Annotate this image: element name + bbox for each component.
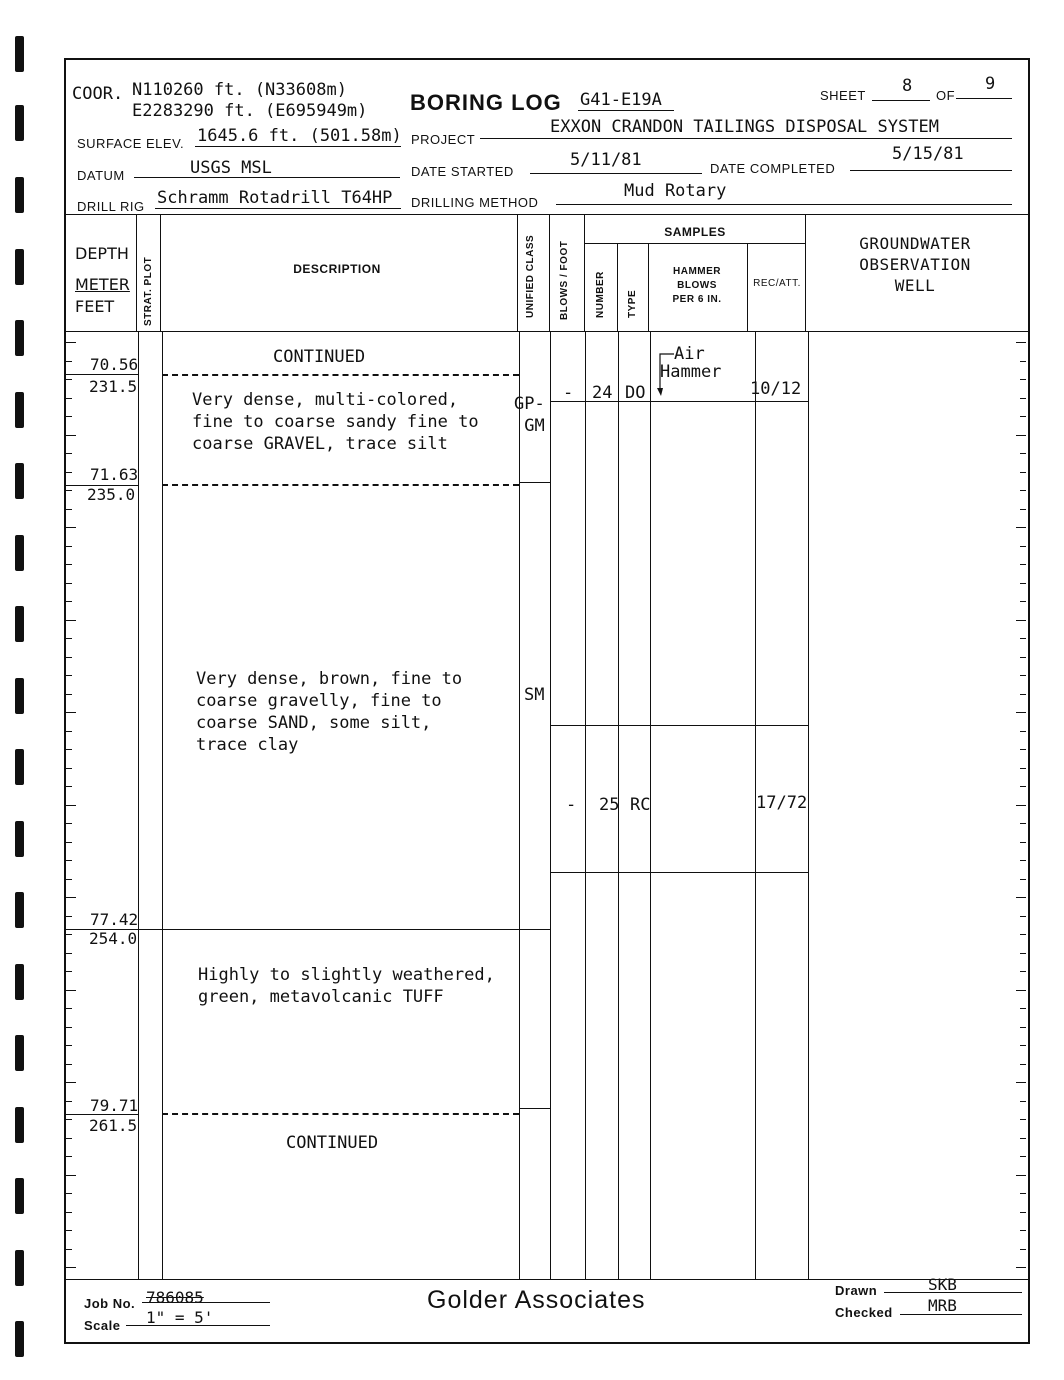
- depth-tick: [66, 379, 72, 380]
- binder-hole: [15, 964, 24, 1000]
- depth-tick: [66, 842, 72, 843]
- hammer-note: Air: [674, 344, 705, 364]
- drawn-by: SKB: [928, 1275, 957, 1294]
- depth-tick: [66, 657, 72, 658]
- depth-tick: [66, 490, 72, 491]
- depth-tick: [66, 1156, 72, 1157]
- depth-tick: [66, 472, 72, 473]
- vrule: [550, 332, 551, 1280]
- drill-rig-label: DRILL RIG: [77, 199, 145, 214]
- col-type: TYPE: [627, 289, 638, 318]
- job-no-label: Job No.: [84, 1296, 136, 1311]
- well-tick: [1020, 953, 1026, 954]
- job-no-underline: [142, 1302, 270, 1303]
- datum-label: DATUM: [77, 168, 125, 183]
- depth-tick: [66, 1212, 72, 1213]
- well-tick: [1020, 1027, 1026, 1028]
- sample-type: DO: [625, 383, 646, 403]
- depth-tick: [66, 953, 72, 954]
- project-name: EXXON CRANDON TAILINGS DISPOSAL SYSTEM: [550, 117, 939, 137]
- depth-tick: [66, 731, 72, 732]
- drilling-method: Mud Rotary: [624, 181, 727, 201]
- col-groundwater-2: OBSERVATION: [859, 255, 971, 274]
- header-bottom-rule: [64, 331, 1028, 332]
- vrule: [549, 214, 550, 332]
- project-underline: [480, 138, 1012, 139]
- well-tick: [1020, 1230, 1026, 1231]
- col-rec-att: REC/ATT.: [753, 278, 801, 289]
- col-hammer-blows-1: HAMMER: [673, 266, 721, 277]
- surface-elev: 1645.6 ft. (501.58m): [197, 126, 402, 146]
- binder-hole: [15, 821, 24, 857]
- depth-feet: 254.0: [89, 929, 138, 948]
- col-number: NUMBER: [595, 271, 606, 318]
- well-tick: [1020, 934, 1026, 935]
- col-unified-class: UNIFIED CLASS: [525, 234, 536, 318]
- sample-rule: [550, 872, 808, 873]
- sample-rec-att: 17/72: [756, 793, 808, 813]
- col-samples: SAMPLES: [664, 225, 726, 239]
- depth-tick: [66, 398, 72, 399]
- col-groundwater-3: WELL: [894, 276, 936, 295]
- binder-hole: [15, 892, 24, 928]
- vrule: [747, 243, 748, 332]
- depth-tick: [66, 675, 72, 676]
- depth-tick: [66, 1175, 76, 1176]
- well-tick: [1020, 1119, 1026, 1120]
- stratum-boundary: [162, 1113, 519, 1115]
- binder-hole: [15, 320, 24, 356]
- hammer-note: Hammer: [660, 362, 722, 382]
- col-strat-plot: STRAT. PLOT: [143, 256, 154, 326]
- well-tick: [1020, 694, 1026, 695]
- scale-underline: [126, 1325, 270, 1326]
- depth-tick: [66, 786, 72, 787]
- vrule: [585, 332, 586, 1280]
- binder-hole: [15, 105, 24, 141]
- drawn-underline: [884, 1292, 1022, 1293]
- depth-tick: [66, 712, 76, 713]
- surface-elev-label: SURFACE ELEV.: [77, 136, 185, 151]
- well-tick: [1020, 860, 1026, 861]
- depth-rule: [66, 374, 138, 375]
- depth-tick: [66, 1267, 76, 1268]
- header-top-rule: [64, 214, 1028, 215]
- depth-tick: [66, 1008, 72, 1009]
- well-tick: [1016, 712, 1026, 713]
- well-tick: [1016, 527, 1026, 528]
- coor-northing: N110260 ft. (N33608m): [132, 80, 347, 100]
- date-started-underline: [530, 173, 702, 174]
- sample-number: 24: [592, 383, 613, 403]
- well-tick: [1020, 823, 1026, 824]
- depth-tick: [66, 527, 76, 528]
- sample-type: RC: [630, 795, 651, 815]
- well-tick: [1020, 749, 1026, 750]
- well-tick: [1020, 657, 1026, 658]
- depth-feet: 235.0: [87, 485, 136, 504]
- well-tick: [1016, 342, 1026, 343]
- depth-tick: [66, 583, 72, 584]
- vrule: [517, 214, 518, 332]
- scale-label: Scale: [84, 1318, 121, 1333]
- depth-tick: [66, 694, 72, 695]
- unified-class: SM: [524, 685, 545, 705]
- binder-hole: [15, 249, 24, 285]
- binder-hole: [15, 749, 24, 785]
- depth-tick: [66, 435, 76, 436]
- depth-tick: [66, 1082, 76, 1083]
- well-tick: [1020, 490, 1026, 491]
- col-depth: DEPTH: [75, 244, 129, 263]
- drawn-label: Drawn: [835, 1283, 878, 1298]
- binder-hole: [15, 1107, 24, 1143]
- datum-underline: [134, 177, 400, 178]
- well-tick: [1020, 971, 1026, 972]
- class-rule: [519, 1108, 550, 1109]
- depth-tick: [66, 1101, 72, 1102]
- vrule: [519, 332, 520, 1280]
- well-tick: [1020, 453, 1026, 454]
- depth-tick: [66, 823, 72, 824]
- sheet-label: SHEET: [820, 88, 866, 103]
- vrule: [805, 214, 806, 332]
- depth-tick: [66, 361, 72, 362]
- binder-hole: [15, 463, 24, 499]
- depth-tick: [66, 564, 72, 565]
- binder-hole: [15, 535, 24, 571]
- binder-hole: [15, 36, 24, 72]
- well-tick: [1016, 990, 1026, 991]
- stratum-description: CONTINUED: [273, 347, 366, 367]
- depth-tick: [66, 1027, 72, 1028]
- depth-rule: [66, 1114, 138, 1115]
- of-label: OF: [936, 88, 956, 103]
- vrule: [162, 332, 163, 1280]
- stratum-boundary: [162, 484, 519, 486]
- depth-tick: [66, 934, 72, 935]
- depth-tick: [66, 1045, 72, 1046]
- drilling-method-underline: [556, 204, 1012, 205]
- well-tick: [1016, 1082, 1026, 1083]
- well-tick: [1020, 768, 1026, 769]
- well-tick: [1020, 1249, 1026, 1250]
- depth-meter: 79.71: [90, 1096, 139, 1115]
- well-tick: [1020, 564, 1026, 565]
- drill-rig-underline: [155, 208, 401, 209]
- form-title: BORING LOG: [410, 90, 562, 115]
- checked-underline: [900, 1314, 1022, 1315]
- depth-tick: [66, 620, 76, 621]
- depth-tick: [66, 1193, 72, 1194]
- project-label: PROJECT: [411, 132, 476, 147]
- date-completed-label: DATE COMPLETED: [710, 161, 836, 176]
- well-tick: [1020, 379, 1026, 380]
- hammer-note-arrow: [654, 348, 684, 404]
- depth-tick: [66, 749, 72, 750]
- depth-feet: 231.5: [89, 377, 138, 396]
- depth-tick: [66, 990, 76, 991]
- depth-tick: [66, 897, 76, 898]
- drilling-method-label: DRILLING METHOD: [411, 195, 539, 210]
- date-started: 5/11/81: [570, 150, 642, 170]
- sample-rule: [550, 725, 808, 726]
- well-tick: [1020, 601, 1026, 602]
- depth-tick: [66, 416, 72, 417]
- well-tick: [1016, 620, 1026, 621]
- well-tick: [1020, 879, 1026, 880]
- well-tick: [1020, 472, 1026, 473]
- well-tick: [1020, 416, 1026, 417]
- stratum-boundary: [162, 374, 519, 376]
- binder-hole: [15, 1321, 24, 1357]
- well-tick: [1020, 1008, 1026, 1009]
- col-meter: METER: [75, 275, 130, 294]
- stratum-boundary-solid: [66, 929, 550, 930]
- depth-tick: [66, 453, 72, 454]
- date-completed-underline: [850, 170, 1012, 171]
- unified-class: GP- GM: [514, 394, 545, 436]
- checked-label: Checked: [835, 1305, 893, 1320]
- col-description: DESCRIPTION: [293, 262, 381, 276]
- well-tick: [1020, 546, 1026, 547]
- stratum-description: Very dense, brown, fine to coarse gravelly, fine to coarse SAND, some silt, trace clay: [196, 669, 463, 755]
- col-blows-foot: BLOWS / FOOT: [559, 240, 570, 320]
- sample-blows: -: [566, 795, 577, 815]
- vrule: [808, 332, 809, 1280]
- depth-tick: [66, 916, 72, 917]
- coor-label: COOR.: [72, 84, 124, 104]
- sample-rec-att: 10/12: [750, 379, 802, 399]
- well-tick: [1020, 361, 1026, 362]
- vrule: [584, 214, 585, 332]
- boring-id-underline: [578, 110, 674, 111]
- depth-tick: [66, 509, 72, 510]
- sheet-total-underline: [956, 98, 1012, 99]
- well-tick: [1020, 583, 1026, 584]
- company-name: Golder Associates: [427, 1286, 646, 1314]
- coor-easting: E2283290 ft. (E695949m): [132, 101, 368, 121]
- depth-tick: [66, 638, 72, 639]
- scale: 1" = 5': [146, 1308, 214, 1327]
- well-tick: [1020, 1212, 1026, 1213]
- well-tick: [1020, 398, 1026, 399]
- well-tick: [1020, 675, 1026, 676]
- date-completed: 5/15/81: [892, 144, 964, 164]
- col-hammer-blows-3: PER 6 IN.: [672, 294, 722, 305]
- well-tick: [1020, 786, 1026, 787]
- binder-hole: [15, 1035, 24, 1071]
- stratum-description: Very dense, multi-colored, fine to coarse sandy fine to coarse GRAVEL, trace silt: [192, 390, 479, 454]
- well-tick: [1016, 805, 1026, 806]
- depth-tick: [66, 879, 72, 880]
- surface-elev-underline: [195, 146, 401, 147]
- well-tick: [1020, 916, 1026, 917]
- sheet-total: 9: [985, 74, 996, 94]
- binder-hole: [15, 606, 24, 642]
- depth-tick: [66, 860, 72, 861]
- depth-tick: [66, 1249, 72, 1250]
- well-tick: [1020, 1138, 1026, 1139]
- datum: USGS MSL: [190, 158, 272, 178]
- depth-tick: [66, 805, 76, 806]
- job-no: 786085: [146, 1288, 204, 1307]
- depth-rule: [66, 485, 138, 486]
- well-tick: [1020, 1064, 1026, 1065]
- well-tick: [1020, 509, 1026, 510]
- col-feet: FEET: [75, 297, 115, 316]
- vrule: [136, 214, 137, 332]
- well-tick: [1020, 1193, 1026, 1194]
- well-tick: [1020, 1156, 1026, 1157]
- vrule: [160, 214, 161, 332]
- vrule: [648, 243, 649, 332]
- depth-tick: [66, 342, 76, 343]
- col-groundwater-1: GROUNDWATER: [859, 234, 971, 253]
- stratum-description: Highly to slightly weathered, green, metavolcanic TUFF: [198, 965, 495, 1007]
- depth-meter: 71.63: [90, 465, 139, 484]
- footer-top-rule: [64, 1279, 1028, 1280]
- depth-tick: [66, 1138, 72, 1139]
- depth-tick: [66, 546, 72, 547]
- well-tick: [1020, 1045, 1026, 1046]
- well-tick: [1020, 842, 1026, 843]
- binder-hole: [15, 392, 24, 428]
- binder-hole: [15, 678, 24, 714]
- class-rule: [519, 482, 550, 483]
- well-tick: [1020, 638, 1026, 639]
- depth-feet: 261.5: [89, 1116, 138, 1135]
- well-tick: [1016, 435, 1026, 436]
- vrule: [617, 243, 618, 332]
- checked-by: MRB: [928, 1296, 957, 1315]
- depth-meter: 70.56: [90, 355, 139, 374]
- depth-tick: [66, 1230, 72, 1231]
- date-started-label: DATE STARTED: [411, 164, 514, 179]
- binder-hole: [15, 1250, 24, 1286]
- boring-id: G41-E19A: [580, 90, 662, 110]
- drill-rig: Schramm Rotadrill T64HP: [157, 188, 393, 208]
- sheet-number: 8: [902, 76, 913, 96]
- sample-blows: -: [563, 383, 574, 403]
- well-tick: [1016, 1267, 1026, 1268]
- depth-tick: [66, 971, 72, 972]
- well-tick: [1016, 897, 1026, 898]
- depth-tick: [66, 601, 72, 602]
- binder-hole: [15, 1178, 24, 1214]
- well-tick: [1020, 1101, 1026, 1102]
- sample-number: 25: [599, 795, 620, 815]
- stratum-description: CONTINUED: [286, 1133, 379, 1153]
- binder-hole: [15, 177, 24, 213]
- depth-meter: 77.42: [90, 910, 139, 929]
- col-hammer-blows-2: BLOWS: [677, 280, 717, 291]
- depth-tick: [66, 1119, 72, 1120]
- depth-tick: [66, 768, 72, 769]
- well-tick: [1016, 1175, 1026, 1176]
- well-tick: [1020, 731, 1026, 732]
- sheet-underline: [872, 100, 930, 101]
- depth-tick: [66, 1064, 72, 1065]
